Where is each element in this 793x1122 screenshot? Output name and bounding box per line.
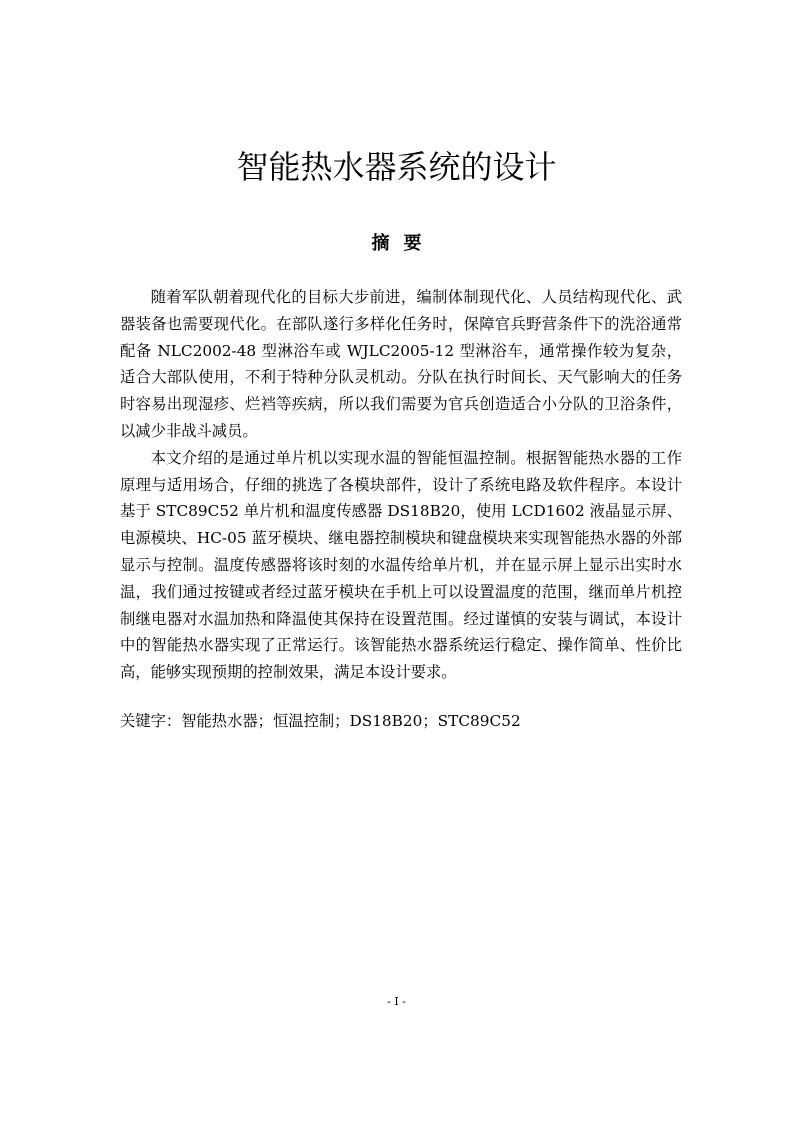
keywords-line: 关键字：智能热水器；恒温控制；DS18B20；STC89C52: [120, 712, 521, 730]
document-title: 智能热水器系统的设计: [236, 148, 557, 186]
abstract-paragraph-2: 本文介绍的是通过单片机以实现水温的智能恒温控制。根据智能热水器的工作原理与适用场合，仔细的挑选了各模块部件，设计了系统电路及软件程序。本设计基于 STC89C52 单片机和温度传感器 DS18B20，使用 LCD1602 液晶显示屏、电源模块、HC-05 蓝牙模块、继电器控制模块和键盘模块来实现智能热水器的外部显示与控制。温度传感器将该时刻的水温传给单片机，并在显示屏上显示出实时水温，我们通过按键或者经过蓝牙模块在手机上可以设置温度的范围，继而单片机控制继电器对水温加热和降温使其保持在设置范围。经过谨慎的安装与调试，本设计中的智能热水器实现了正常运行。该智能热水器系统运行稳定、操作简单、性价比高，能够实现预期的控制效果，满足本设计要求。: [120, 448, 682, 682]
abstract-heading: 摘要: [371, 233, 436, 254]
abstract-paragraph-1: 随着军队朝着现代化的目标大步前进，编制体制现代化、人员结构现代化、武器装备也需要现代化。在部队遂行多样化任务时，保障官兵野营条件下的洗浴通常配备 NLC2002-48 型淋浴车或 WJLC2005-12 型淋浴车，通常操作较为复杂，适合大部队使用，不利于特种分队灵机动。分队在执行时间长、天气影响大的任务时容易出现湿疹、烂裆等疾病，所以我们需要为官兵创造适合小分队的卫浴条件，以减少非战斗减员。: [120, 288, 682, 440]
page-number: - I -: [387, 995, 406, 1008]
abstract-body: [120, 284, 682, 686]
